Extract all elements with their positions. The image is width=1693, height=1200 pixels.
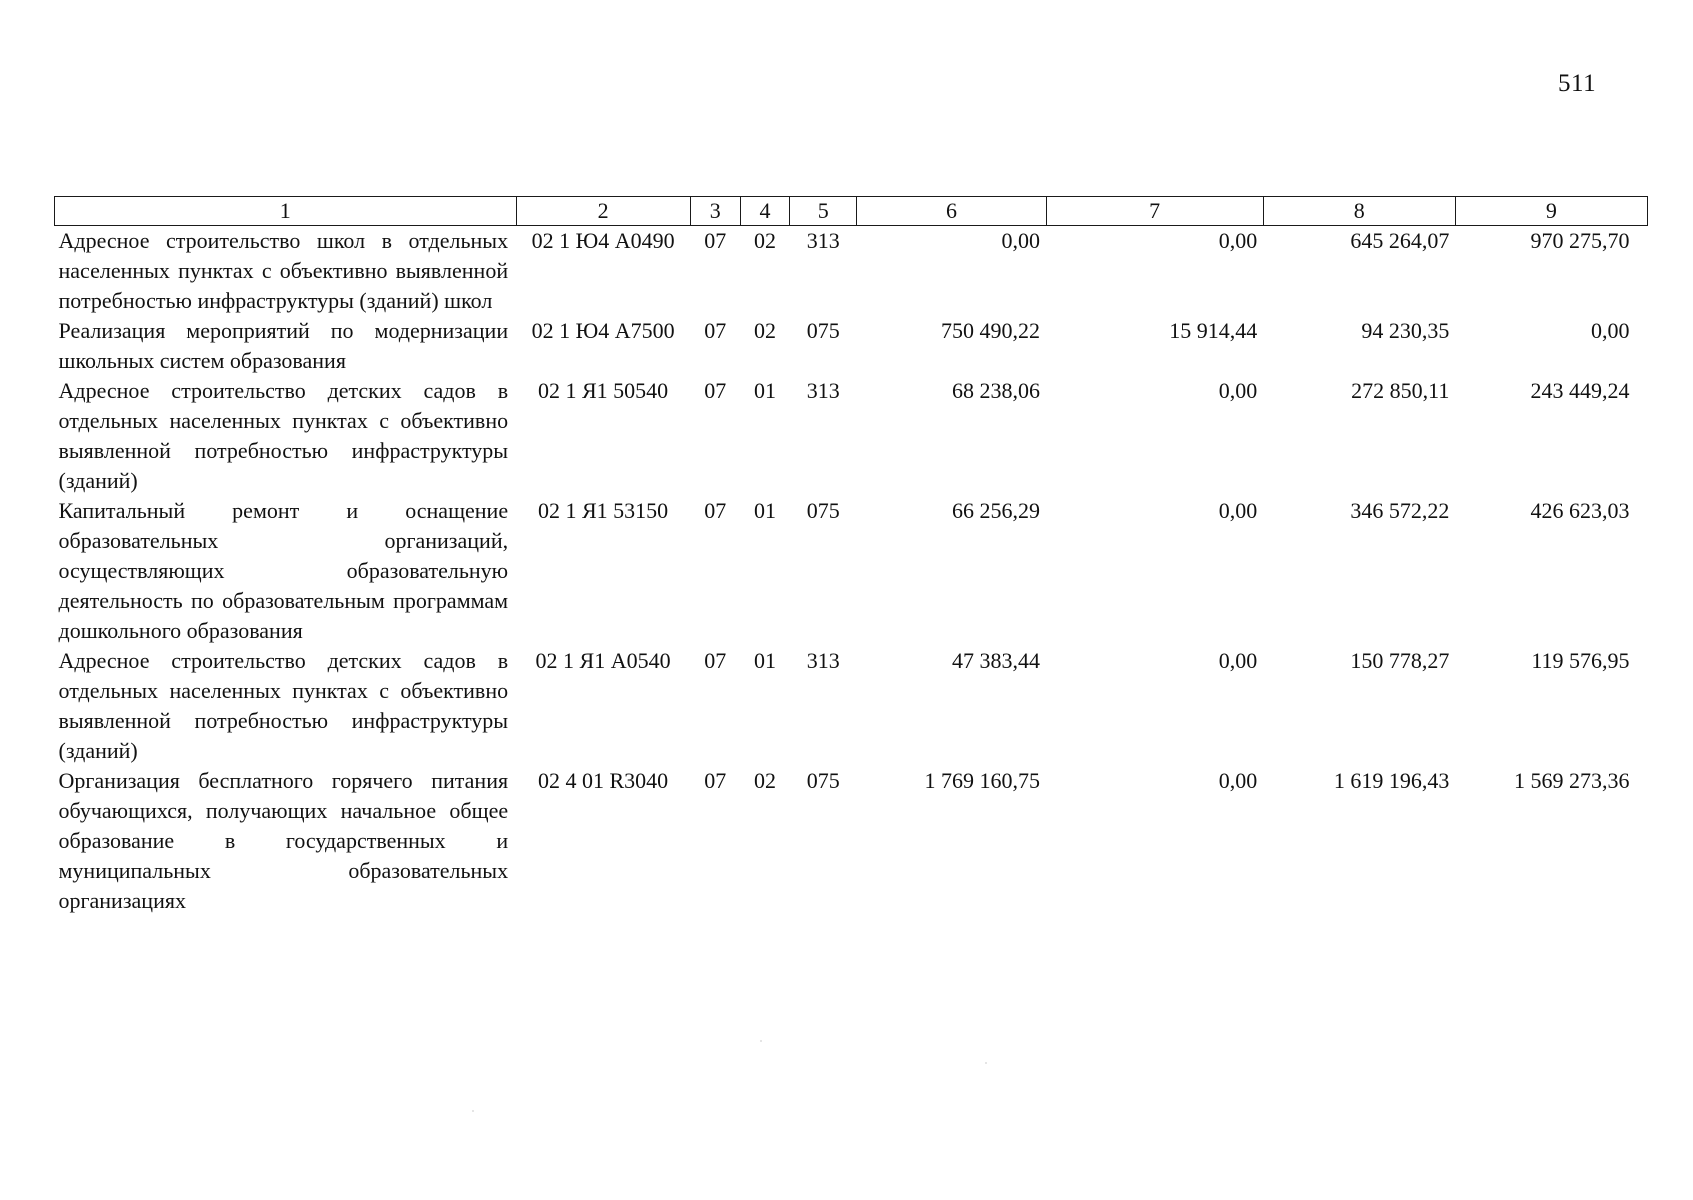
row-expense-type: 313 (806, 228, 840, 253)
scan-speck (760, 1040, 762, 1042)
table-row (55, 376, 1648, 496)
row-value-6: 47 383,44 (952, 648, 1041, 673)
column-header-3: 3 (690, 197, 740, 226)
row-subsection: 01 (753, 648, 776, 673)
table-row (55, 646, 1648, 766)
row-value-7: 0,00 (1218, 228, 1258, 253)
row-value-7: 0,00 (1218, 378, 1258, 403)
row-code: 02 1 Я1 50540 (537, 378, 669, 403)
row-subsection: 01 (753, 378, 776, 403)
row-section: 07 (704, 378, 727, 403)
row-code: 02 1 Я1 А0540 (535, 648, 671, 673)
row-expense-type: 313 (806, 378, 840, 403)
row-name: Реализация мероприятий по модернизации школьных систем образования (58, 318, 509, 373)
row-value-8: 94 230,35 (1361, 318, 1450, 343)
row-name: Адресное строительство детских садов в отдельных населенных пунктах с объективно выявленной потребностью инфраструктуры (зданий) (58, 378, 509, 493)
row-expense-type: 075 (806, 498, 840, 523)
row-value-8: 645 264,07 (1350, 228, 1450, 253)
table-row (55, 316, 1648, 376)
row-section: 07 (704, 648, 727, 673)
row-value-9: 1 569 273,36 (1514, 768, 1630, 793)
row-name: Адресное строительство детских садов в отдельных населенных пунктах с объективно выявленной потребностью инфраструктуры (зданий) (58, 648, 509, 763)
row-value-9: 426 623,03 (1530, 498, 1630, 523)
scan-speck (472, 1110, 474, 1112)
row-value-9: 119 576,95 (1531, 648, 1630, 673)
row-subsection: 01 (753, 498, 776, 523)
row-section: 07 (704, 318, 727, 343)
row-value-9: 243 449,24 (1530, 378, 1630, 403)
row-name: Капитальный ремонт и оснащение образовательных организаций, осуществляющих образовательную деятельность по образовательным программам дошкольного образования (58, 498, 509, 643)
row-expense-type: 075 (806, 318, 840, 343)
column-header-5: 5 (790, 197, 857, 226)
row-value-6: 1 769 160,75 (924, 768, 1041, 793)
header-row (55, 197, 1648, 226)
row-subsection: 02 (753, 318, 776, 343)
row-value-7: 0,00 (1218, 648, 1258, 673)
row-name: Организация бесплатного горячего питания обучающихся, получающих начальное общее образование в государственных и муниципальных образовательных организациях (58, 768, 509, 913)
row-section: 07 (704, 228, 727, 253)
row-value-6: 0,00 (1001, 228, 1041, 253)
row-expense-type: 075 (806, 768, 840, 793)
table-row (55, 496, 1648, 646)
row-name: Адресное строительство школ в отдельных населенных пунктах с объективно выявленной потребностью инфраструктуры (зданий) школ (58, 228, 509, 313)
page-number: 511 (1558, 70, 1597, 97)
row-value-6: 750 490,22 (941, 318, 1041, 343)
row-value-9: 970 275,70 (1530, 228, 1630, 253)
row-subsection: 02 (753, 768, 776, 793)
column-header-4: 4 (740, 197, 789, 226)
row-value-9: 0,00 (1591, 318, 1630, 343)
row-section: 07 (704, 768, 727, 793)
row-section: 07 (704, 498, 727, 523)
row-value-8: 150 778,27 (1350, 648, 1450, 673)
row-subsection: 02 (753, 228, 776, 253)
row-value-6: 66 256,29 (952, 498, 1041, 523)
row-expense-type: 313 (806, 648, 840, 673)
column-header-8: 8 (1263, 197, 1455, 226)
row-value-7: 15 914,44 (1169, 318, 1258, 343)
table-row (55, 226, 1648, 317)
table-header (55, 197, 1648, 226)
table-body (55, 226, 1648, 917)
row-code: 02 1 Я1 53150 (537, 498, 669, 523)
scan-speck (985, 1062, 987, 1064)
row-code: 02 1 Ю4 А7500 (531, 318, 675, 343)
row-value-6: 68 238,06 (952, 378, 1041, 403)
column-header-7: 7 (1046, 197, 1263, 226)
row-value-8: 272 850,11 (1351, 378, 1450, 403)
row-code: 02 1 Ю4 А0490 (531, 228, 675, 253)
column-header-1: 1 (55, 197, 517, 226)
row-value-7: 0,00 (1218, 498, 1258, 523)
row-value-7: 0,00 (1218, 768, 1258, 793)
column-header-6: 6 (857, 197, 1046, 226)
column-header-9: 9 (1455, 197, 1647, 226)
table-row (55, 766, 1648, 916)
row-value-8: 346 572,22 (1350, 498, 1450, 523)
row-code: 02 4 01 R3040 (537, 768, 669, 793)
budget-table (54, 196, 1648, 916)
row-value-8: 1 619 196,43 (1333, 768, 1450, 793)
column-header-2: 2 (516, 197, 690, 226)
